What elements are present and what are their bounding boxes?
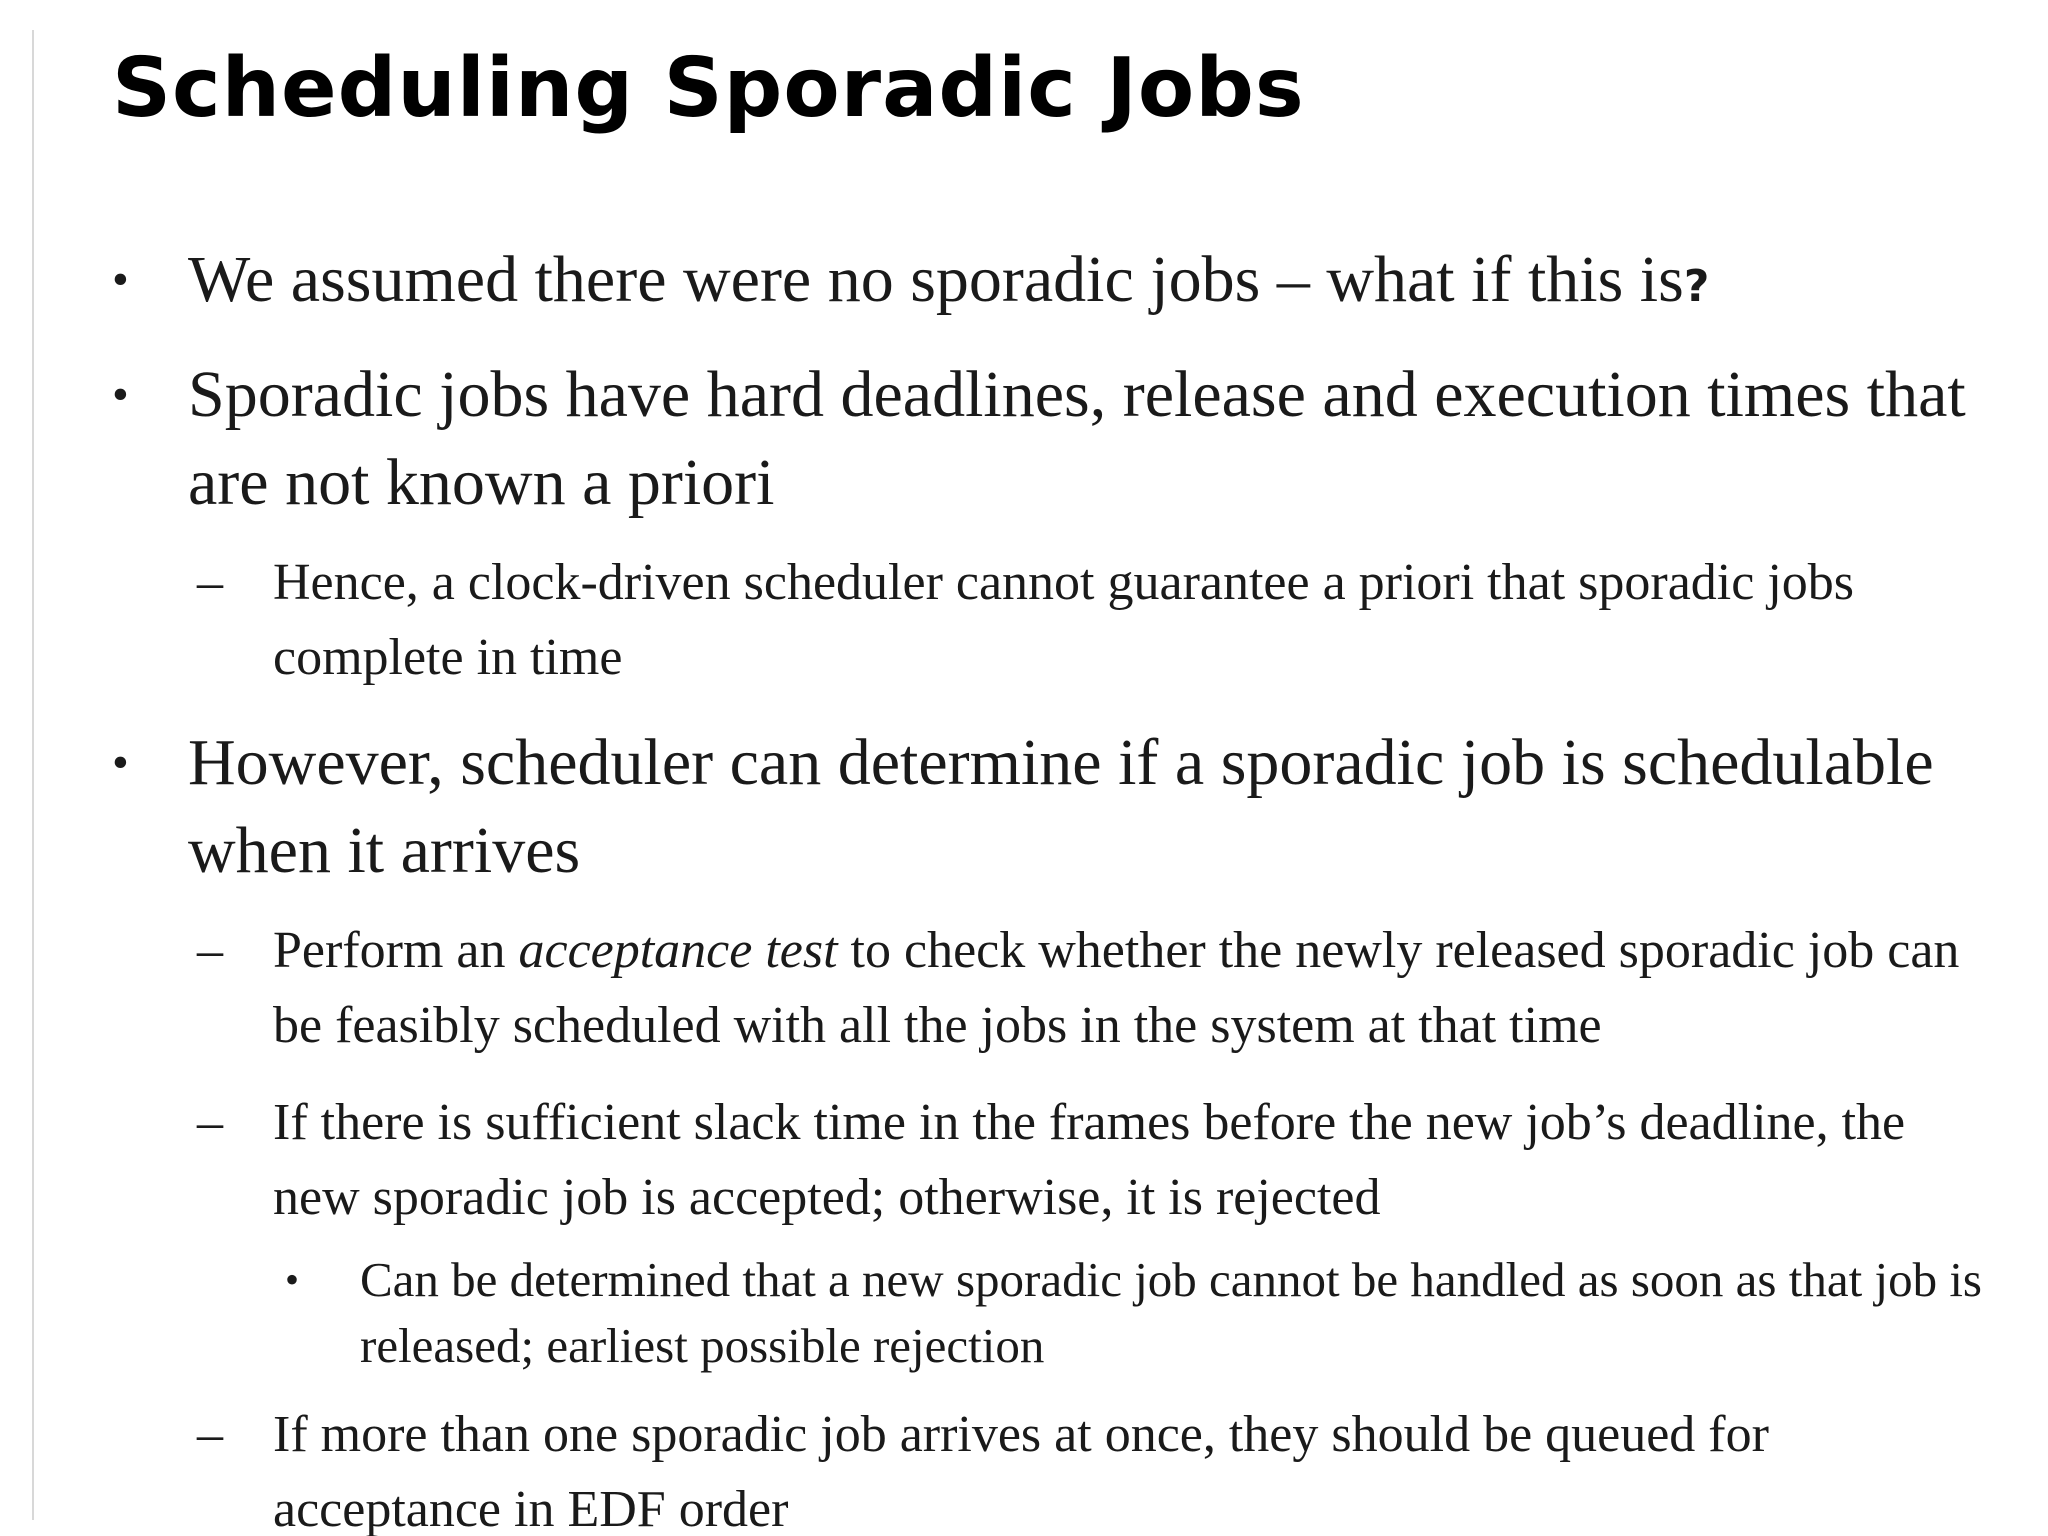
left-border-line xyxy=(32,30,34,1520)
slide-title: Scheduling Sporadic Jobs xyxy=(112,41,1305,136)
bullet-item xyxy=(110,236,1990,331)
question-mark: ? xyxy=(1683,261,1710,312)
bullet-icon: • xyxy=(285,1257,300,1302)
bullet-icon: • xyxy=(112,736,129,789)
sub-bullet-text: Can be determined that a new sporadic job cannot be handled as soon as that job is released; earliest possible rejection xyxy=(360,1252,1983,1373)
dash-item xyxy=(188,545,1990,695)
bullet-text: However, scheduler can determine if a sporadic job is schedulable when it arrives xyxy=(188,726,1934,887)
sub-bullet-item xyxy=(273,1247,1990,1379)
dash-icon: – xyxy=(197,554,223,611)
dash-icon: – xyxy=(197,1406,223,1463)
dash-text-prefix: Perform an xyxy=(273,922,519,979)
bullet-icon: • xyxy=(112,368,129,421)
emphasis-text: acceptance test xyxy=(518,922,838,979)
bullet-item xyxy=(110,719,1990,895)
dash-text: If there is sufficient slack time in the frames before the new job’s deadline, the new sporadic job is accepted; otherwise, it is rejected xyxy=(273,1094,1906,1226)
bullet-text: We assumed there were no sporadic jobs – what if this is xyxy=(188,243,1684,316)
dash-text: If more than one sporadic job arrives at once, they should be queued for acceptance in EDF order xyxy=(273,1406,1769,1536)
dash-item xyxy=(188,1085,1990,1235)
bullet-text: Sporadic jobs have hard deadlines, release and execution times that are not known a priori xyxy=(188,358,1966,519)
dash-item xyxy=(188,1397,1990,1536)
slide-content xyxy=(110,236,1990,1536)
bullet-item xyxy=(110,351,1990,527)
dash-item xyxy=(188,913,1990,1063)
dash-text: Hence, a clock-driven scheduler cannot guarantee a priori that sporadic jobs complete in time xyxy=(273,554,1854,686)
bullet-icon: • xyxy=(112,253,129,306)
dash-text-suffix: to check whether the newly released sporadic job can be feasibly scheduled with all the jobs in the system at that time xyxy=(273,922,1960,1054)
dash-icon: – xyxy=(197,1094,223,1151)
dash-icon: – xyxy=(197,922,223,979)
